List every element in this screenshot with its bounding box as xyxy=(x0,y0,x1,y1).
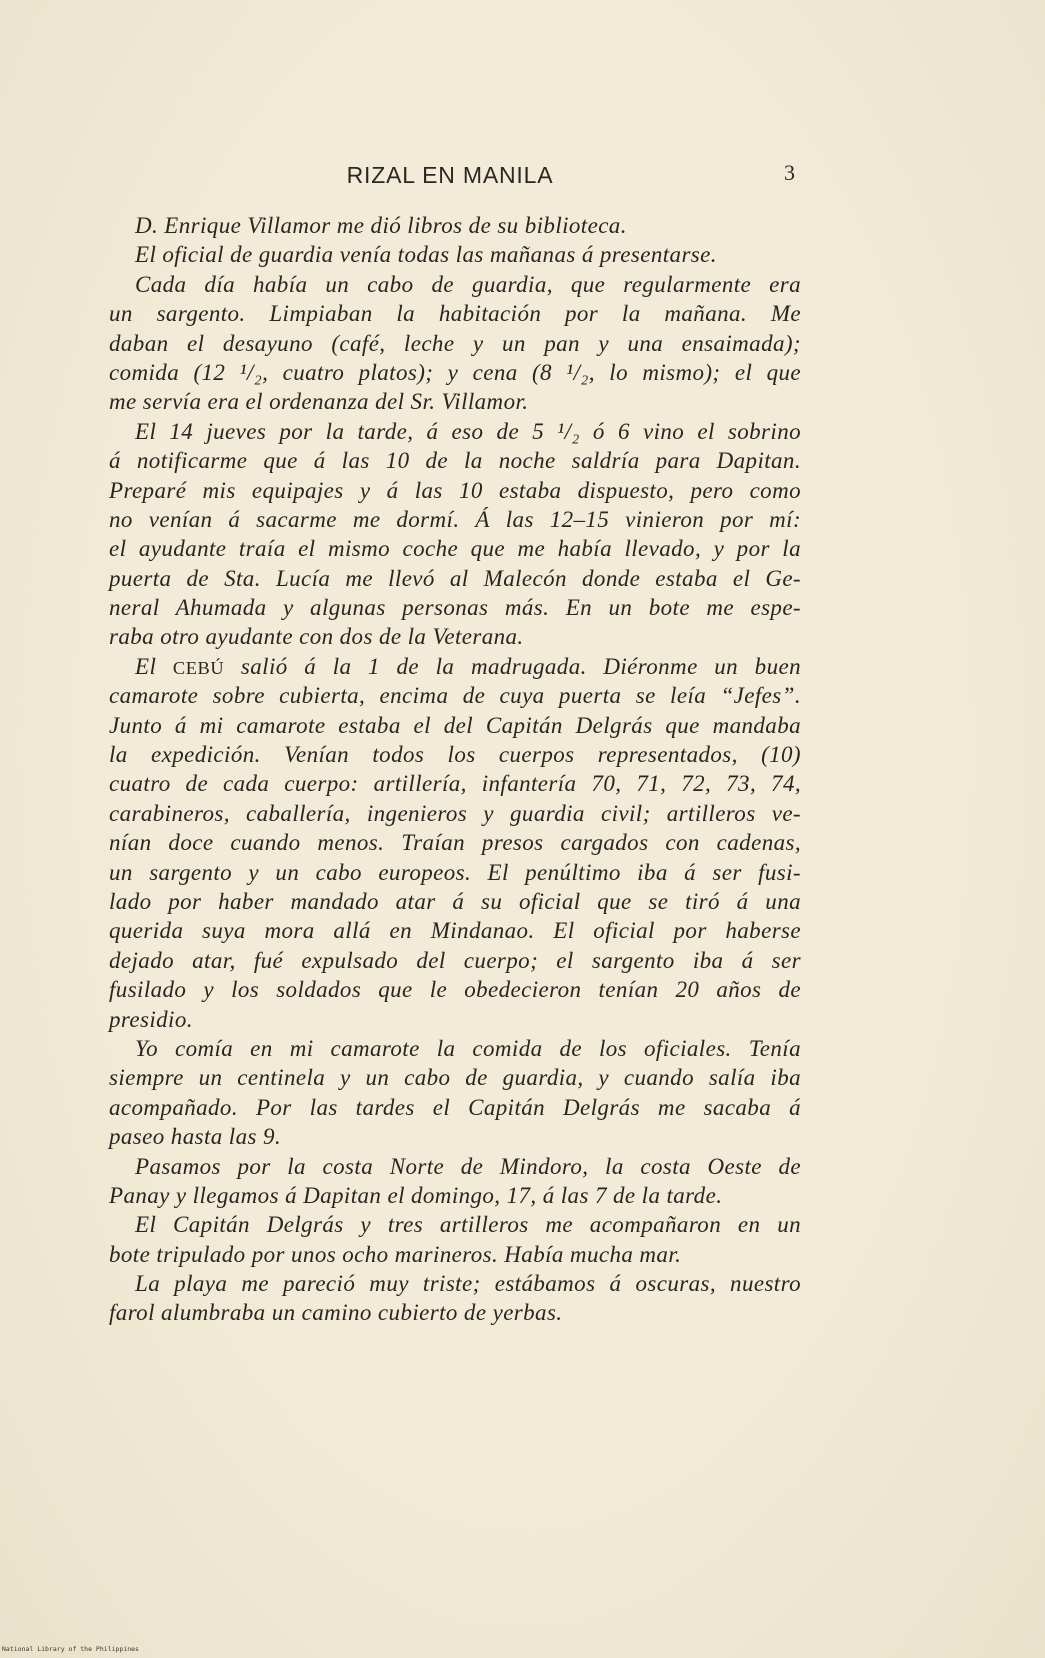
text-segment: salió á la 1 de la madrugada. Diéronme un buen xyxy=(224,653,801,679)
text-line: Pasamos por la costa Norte de Mindoro, la costa Oeste de xyxy=(135,1153,801,1179)
text-line: Junto á mi camarote estaba el del Capitán Delgrás que mandaba xyxy=(109,712,801,738)
body-text xyxy=(109,211,801,1328)
scan-credit: National Library of the Philippines xyxy=(2,1645,139,1653)
text-line: cuatro de cada cuerpo: artillería, infantería 70, 71, 72, 73, 74, xyxy=(109,771,801,797)
paragraph xyxy=(109,1034,801,1152)
text-line: acompañado. Por las tardes el Capitán Delgrás me sacaba á xyxy=(109,1094,801,1120)
text-line: La playa me pareció muy triste; estábamos á oscuras, nuestro xyxy=(135,1271,801,1297)
text-line: me servía era el ordenanza del Sr. Villamor. xyxy=(109,389,529,415)
text-line: Cada día había un cabo de guardia, que regularmente era xyxy=(135,271,801,297)
text-line: bote tripulado por unos ocho marineros. Había mucha mar. xyxy=(109,1241,682,1267)
ship-name: CEBÚ xyxy=(172,657,225,678)
text-line: El oficial de guardia venía todas las mañanas á presentarse. xyxy=(135,242,717,268)
text-line: Preparé mis equipajes y á las 10 estaba dispuesto, pero como xyxy=(109,477,801,503)
text-segment: El xyxy=(135,653,173,679)
text-line: El 14 jueves por la tarde, á eso de 5 ¹/₂ ó 6 vino el sobrino xyxy=(135,418,801,444)
paragraph xyxy=(109,652,801,1034)
text-line: farol alumbraba un camino cubierto de yerbas. xyxy=(109,1300,563,1326)
text-line: no venían á sacarme me dormí. Á las 12–15 vinieron por mí: xyxy=(109,506,801,532)
running-head: RIZAL EN MANILA xyxy=(346,162,554,188)
text-line: un sargento y un cabo europeos. El penúltimo iba á ser fusi- xyxy=(109,859,801,885)
text-line: comida (12 ¹/₂, cuatro platos); y cena (8 ¹/₂, lo mismo); el que xyxy=(109,359,801,385)
text-line xyxy=(109,652,801,681)
text-line: raba otro ayudante con dos de la Veterana. xyxy=(109,624,524,650)
paragraph xyxy=(109,1152,801,1211)
paragraph xyxy=(109,240,801,269)
text-line: Panay y llegamos á Dapitan el domingo, 17, á las 7 de la tarde. xyxy=(109,1182,723,1208)
text-line: Yo comía en mi camarote la comida de los oficiales. Tenía xyxy=(135,1035,801,1061)
paragraph xyxy=(109,211,801,240)
text-line: El Capitán Delgrás y tres artilleros me acompañaron en un xyxy=(135,1212,801,1238)
paragraph xyxy=(109,417,801,652)
text-line: dejado atar, fué expulsado del cuerpo; el sargento iba á ser xyxy=(109,947,801,973)
text-line: presidio. xyxy=(109,1006,193,1032)
text-line: lado por haber mandado atar á su oficial que se tiró á una xyxy=(109,888,801,914)
paragraph xyxy=(109,1269,801,1328)
paragraph xyxy=(109,270,801,417)
page-header xyxy=(109,160,801,190)
text-line: carabineros, caballería, ingenieros y guardia civil; artilleros ve- xyxy=(109,800,801,826)
text-line: á notificarme que á las 10 de la noche saldría para Dapitan. xyxy=(109,448,801,474)
text-line: fusilado y los soldados que le obedecieron tenían 20 años de xyxy=(109,977,801,1003)
text-line: neral Ahumada y algunas personas más. En un bote me espe- xyxy=(109,595,801,621)
paragraph xyxy=(109,1210,801,1269)
text-line: puerta de Sta. Lucía me llevó al Malecón donde estaba el Ge- xyxy=(109,565,801,591)
text-line: paseo hasta las 9. xyxy=(109,1124,282,1150)
text-line: camarote sobre cubierta, encima de cuya puerta se leía “Jefes”. xyxy=(109,683,801,709)
text-line: siempre un centinela y un cabo de guardia, y cuando salía iba xyxy=(109,1065,801,1091)
text-line: la expedición. Venían todos los cuerpos representados, (10) xyxy=(109,742,801,768)
text-line: nían doce cuando menos. Traían presos cargados con cadenas, xyxy=(109,830,801,856)
text-line: daban el desayuno (café, leche y un pan y una ensaimada); xyxy=(109,330,801,356)
text-line: el ayudante traía el mismo coche que me había llevado, y por la xyxy=(109,536,801,562)
text-line: querida suya mora allá en Mindanao. El oficial por haberse xyxy=(109,918,801,944)
text-line: un sargento. Limpiaban la habitación por la mañana. Me xyxy=(109,301,801,327)
page-number: 3 xyxy=(784,160,795,185)
text-line: D. Enrique Villamor me dió libros de su biblioteca. xyxy=(135,213,627,238)
